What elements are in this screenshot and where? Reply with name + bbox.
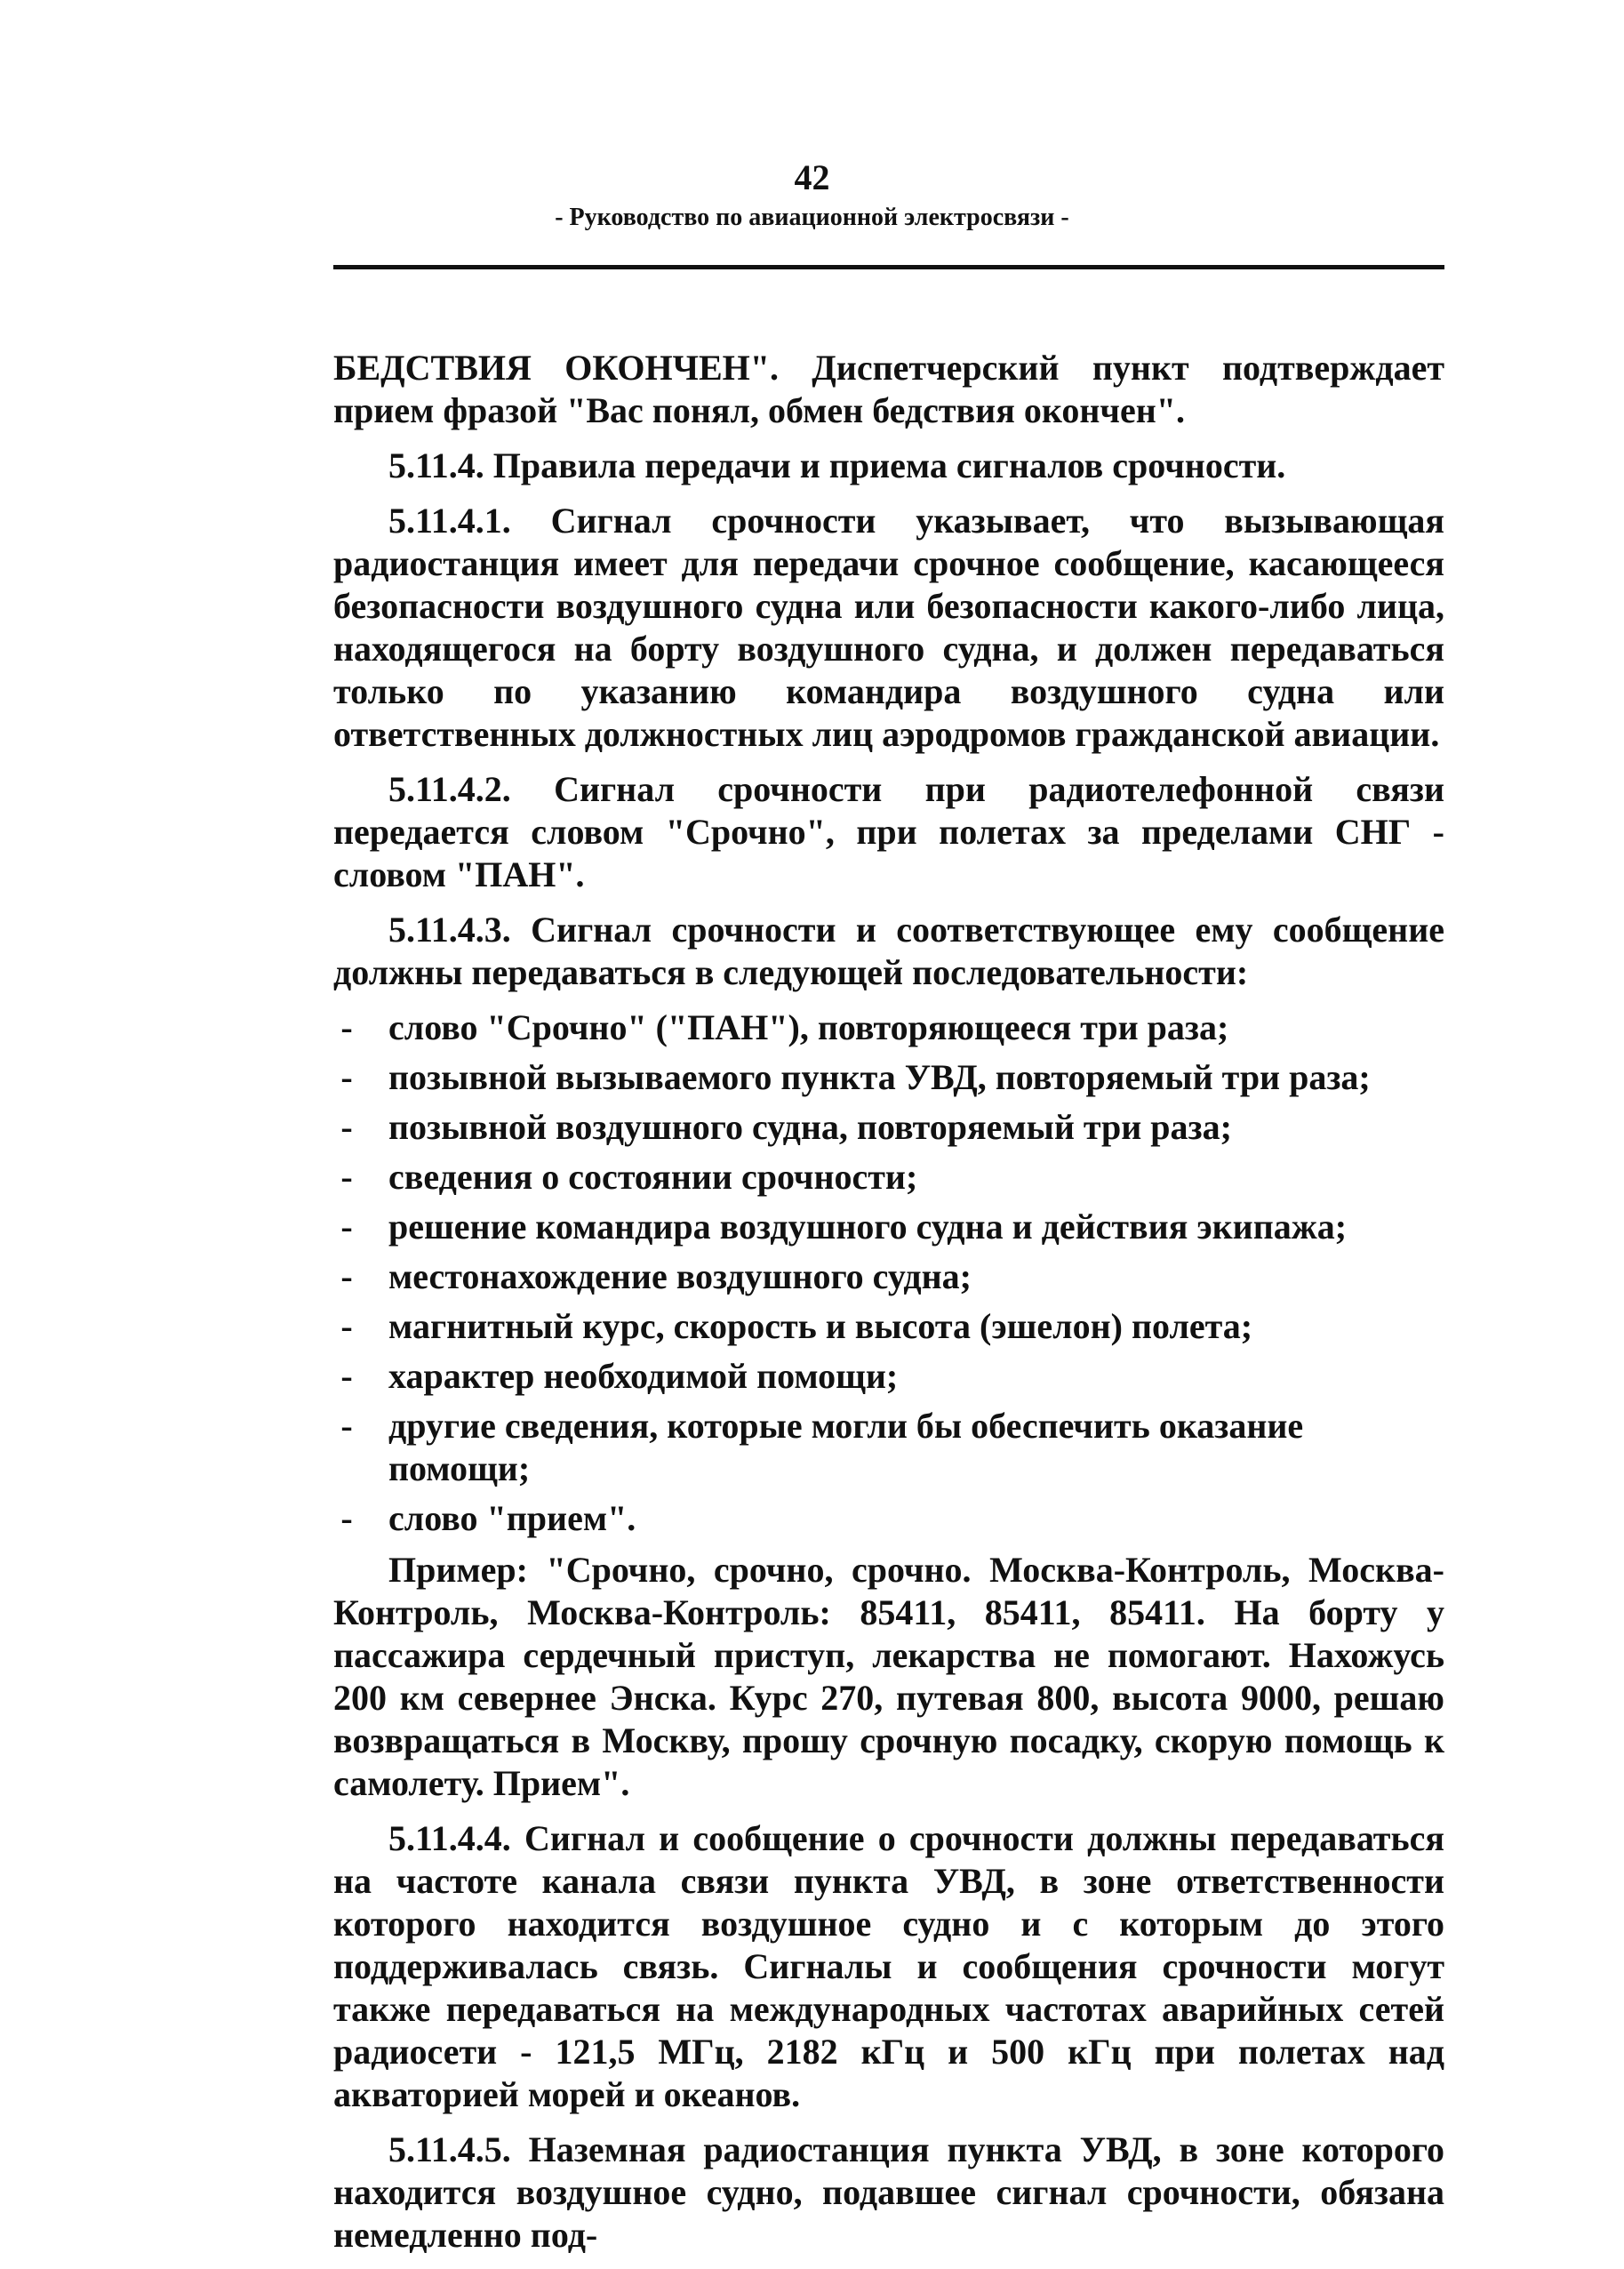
urgency-sequence-list	[333, 1006, 1444, 1540]
list-item	[333, 1305, 1444, 1348]
list-dash: -	[340, 1406, 353, 1446]
list-item-text: другие сведения, которые могли бы обеспечить оказание помощи;	[388, 1406, 1304, 1488]
paragraph-5-11-4-5: 5.11.4.5. Наземная радиостанция пункта УВД, в зоне которого находится воздушное судно, подавшее сигнал срочности, обязана немедленно под-	[333, 2129, 1444, 2255]
body-text	[333, 347, 1444, 2269]
list-item	[333, 1255, 1444, 1298]
list-item	[333, 1156, 1444, 1199]
list-item-text: местонахождение воздушного судна;	[388, 1256, 972, 1296]
list-dash: -	[340, 1007, 353, 1047]
paragraph-5-11-4-4: 5.11.4.4. Сигнал и сообщение о срочности должны передаваться на частоте канала связи пункта УВД, в зоне ответственности которого находится воздушное судно и с которым до этого поддерживалась связь. Сигналы и сообщения срочности могут также передаваться на международных частотах аварийных сетей радиосети - 121,5 МГц, 2182 кГц и 500 кГц при полетах над акваторией морей и океанов.	[333, 1818, 1444, 2114]
list-dash: -	[340, 1498, 353, 1538]
header-divider	[333, 265, 1444, 269]
list-dash: -	[340, 1107, 353, 1147]
list-dash: -	[340, 1356, 353, 1396]
paragraph-5-11-4-1: 5.11.4.1. Сигнал срочности указывает, что вызывающая радиостанция имеет для передачи срочное сообщение, касающееся безопасности воздушного судна или безопасности какого-либо лица, находящегося на борту воздушного судна, и должен передаваться только по указанию командира воздушного судна или ответственных должностных лиц аэродромов гражданской авиации.	[333, 501, 1444, 754]
example-paragraph: Пример: "Срочно, срочно, срочно. Москва-Контроль, Москва-Контроль, Москва-Контроль: 85411, 85411, 85411. На борту у пассажира сердечный приступ, лекарства не помогают. Нахожусь 200 км севернее Энска. Курс 270, путевая 800, высота 9000, решаю возвращаться в Москву, прошу срочную посадку, скорую помощь к самолету. Прием".	[333, 1550, 1444, 1803]
list-item	[333, 1206, 1444, 1248]
list-item-text: решение командира воздушного судна и действия экипажа;	[388, 1207, 1348, 1247]
list-item-text: позывной вызываемого пункта УВД, повторяемый три раза;	[388, 1057, 1371, 1097]
list-item-text: магнитный курс, скорость и высота (эшелон) полета;	[388, 1306, 1253, 1346]
paragraph-5-11-4-2: 5.11.4.2. Сигнал срочности при радиотелефонной связи передается словом "Срочно", при полетах за пределами СНГ - словом "ПАН".	[333, 769, 1444, 894]
section-heading-5-11-4: 5.11.4. Правила передачи и приема сигналов срочности.	[388, 445, 1286, 485]
page-number: 42	[794, 157, 830, 197]
list-item-text: слово "прием".	[388, 1498, 636, 1538]
list-dash: -	[340, 1256, 353, 1296]
list-item-text: позывной воздушного судна, повторяемый три раза;	[388, 1107, 1232, 1147]
list-item	[333, 1106, 1444, 1149]
list-item	[333, 1056, 1444, 1099]
list-item	[333, 1355, 1444, 1398]
continuation-paragraph: БЕДСТВИЯ ОКОНЧЕН". Диспетчерский пункт подтверждает прием фразой "Вас понял, обмен бедствия окончен".	[333, 348, 1444, 430]
list-item	[333, 1497, 1444, 1540]
list-item-text: сведения о состоянии срочности;	[388, 1157, 918, 1197]
list-dash: -	[340, 1157, 353, 1197]
paragraph-5-11-4-3: 5.11.4.3. Сигнал срочности и соответствующее ему сообщение должны передаваться в следующей последовательности:	[333, 910, 1444, 992]
list-dash: -	[340, 1057, 353, 1097]
list-item-text: характер необходимой помощи;	[388, 1356, 899, 1396]
running-header: - Руководство по авиационной электросвязи -	[555, 204, 1069, 231]
list-dash: -	[340, 1207, 353, 1247]
list-item	[333, 1006, 1444, 1049]
list-item-text: слово "Срочно" ("ПАН"), повторяющееся три раза;	[388, 1007, 1229, 1047]
list-item	[333, 1405, 1444, 1490]
list-dash: -	[340, 1306, 353, 1346]
